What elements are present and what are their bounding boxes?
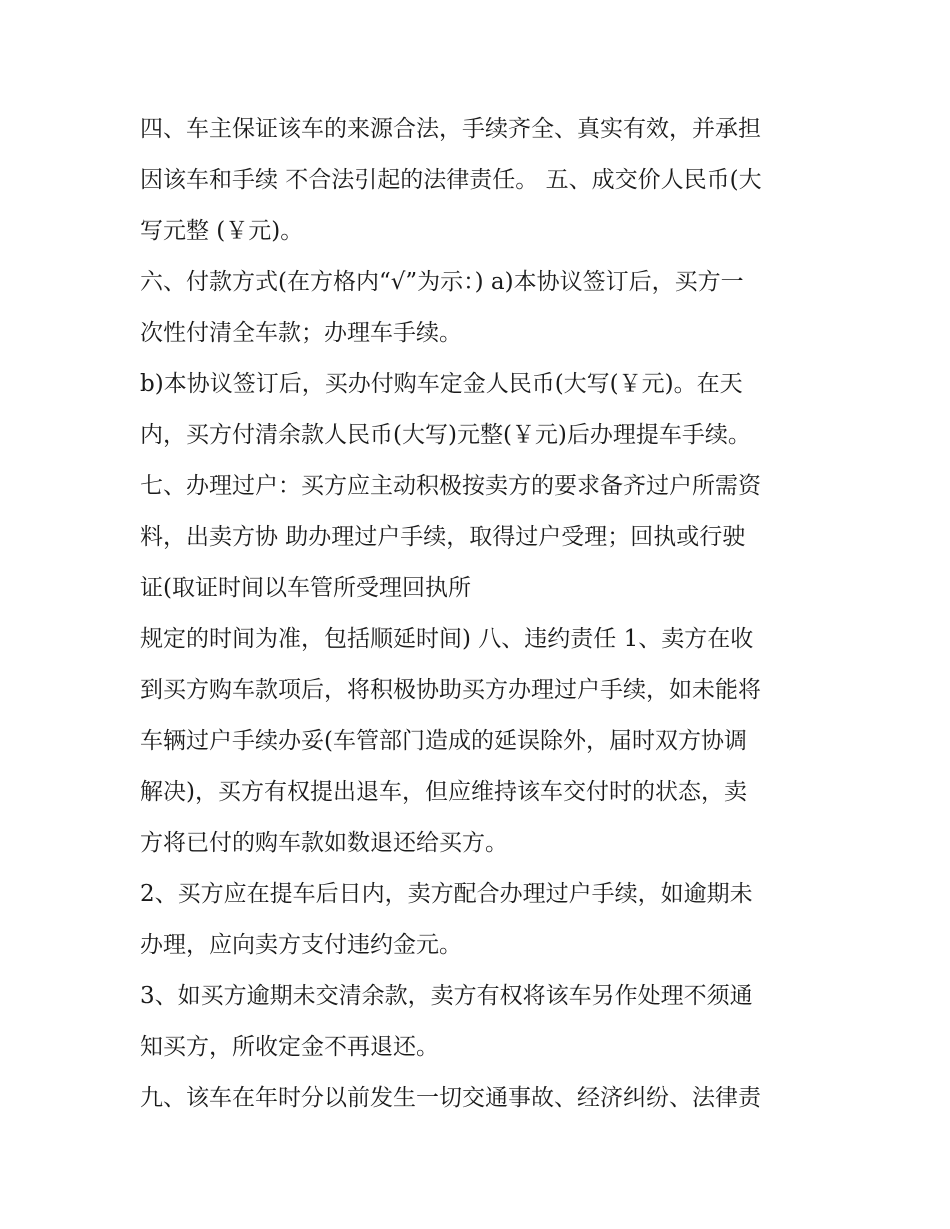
document-body	[140, 104, 820, 1124]
text-line: 方将已付的购车款如数退还给买方。	[140, 830, 508, 856]
text-line: 3、如买方逾期未交清余款，卖方有权将该车另作处理不须通	[140, 983, 753, 1009]
text-line: 内，买方付清余款人民币(大写)元整(￥元)后办理提车手续。	[140, 422, 751, 448]
text-line: 六、付款方式(在方格内“√”为示：) a)本协议签订后，买方一	[140, 269, 744, 295]
text-line: 证(取证时间以车管所受理回执所	[140, 575, 471, 601]
text-line: 到买方购车款项后，将积极协助买方办理过户手续，如未能将	[140, 677, 761, 703]
text-line: 七、办理过户：买方应主动积极按卖方的要求备齐过户所需资	[140, 473, 761, 499]
text-line: b)本协议签订后，买办付购车定金人民币(大写(￥元)。在天	[140, 371, 743, 397]
text-line: 九、该车在年时分以前发生一切交通事故、经济纠纷、法律责	[140, 1085, 761, 1111]
text-line: 知买方，所收定金不再退还。	[140, 1034, 439, 1060]
text-line: 规定的时间为准，包括顺延时间) 八、违约责任 1、卖方在收	[140, 626, 754, 652]
text-line: 因该车和手续 不合法引起的法律责任。 五、成交价人民币(大	[140, 167, 762, 193]
text-line: 办理，应向卖方支付违约金元。	[140, 932, 462, 958]
text-line: 四、车主保证该车的来源合法，手续齐全、真实有效，并承担	[140, 116, 761, 142]
text-line: 写元整 (￥元)。	[140, 218, 304, 244]
text-line: 2、买方应在提车后日内，卖方配合办理过户手续，如逾期未	[140, 881, 753, 907]
text-line: 料，出卖方协 助办理过户手续，取得过户受理；回执或行驶	[140, 524, 746, 550]
text-line: 次性付清全车款；办理车手续。	[140, 320, 462, 346]
text-line: 车辆过户手续办妥(车管部门造成的延误除外，届时双方协调	[140, 728, 747, 754]
text-line: 解决)，买方有权提出退车，但应维持该车交付时的状态，卖	[140, 779, 747, 805]
